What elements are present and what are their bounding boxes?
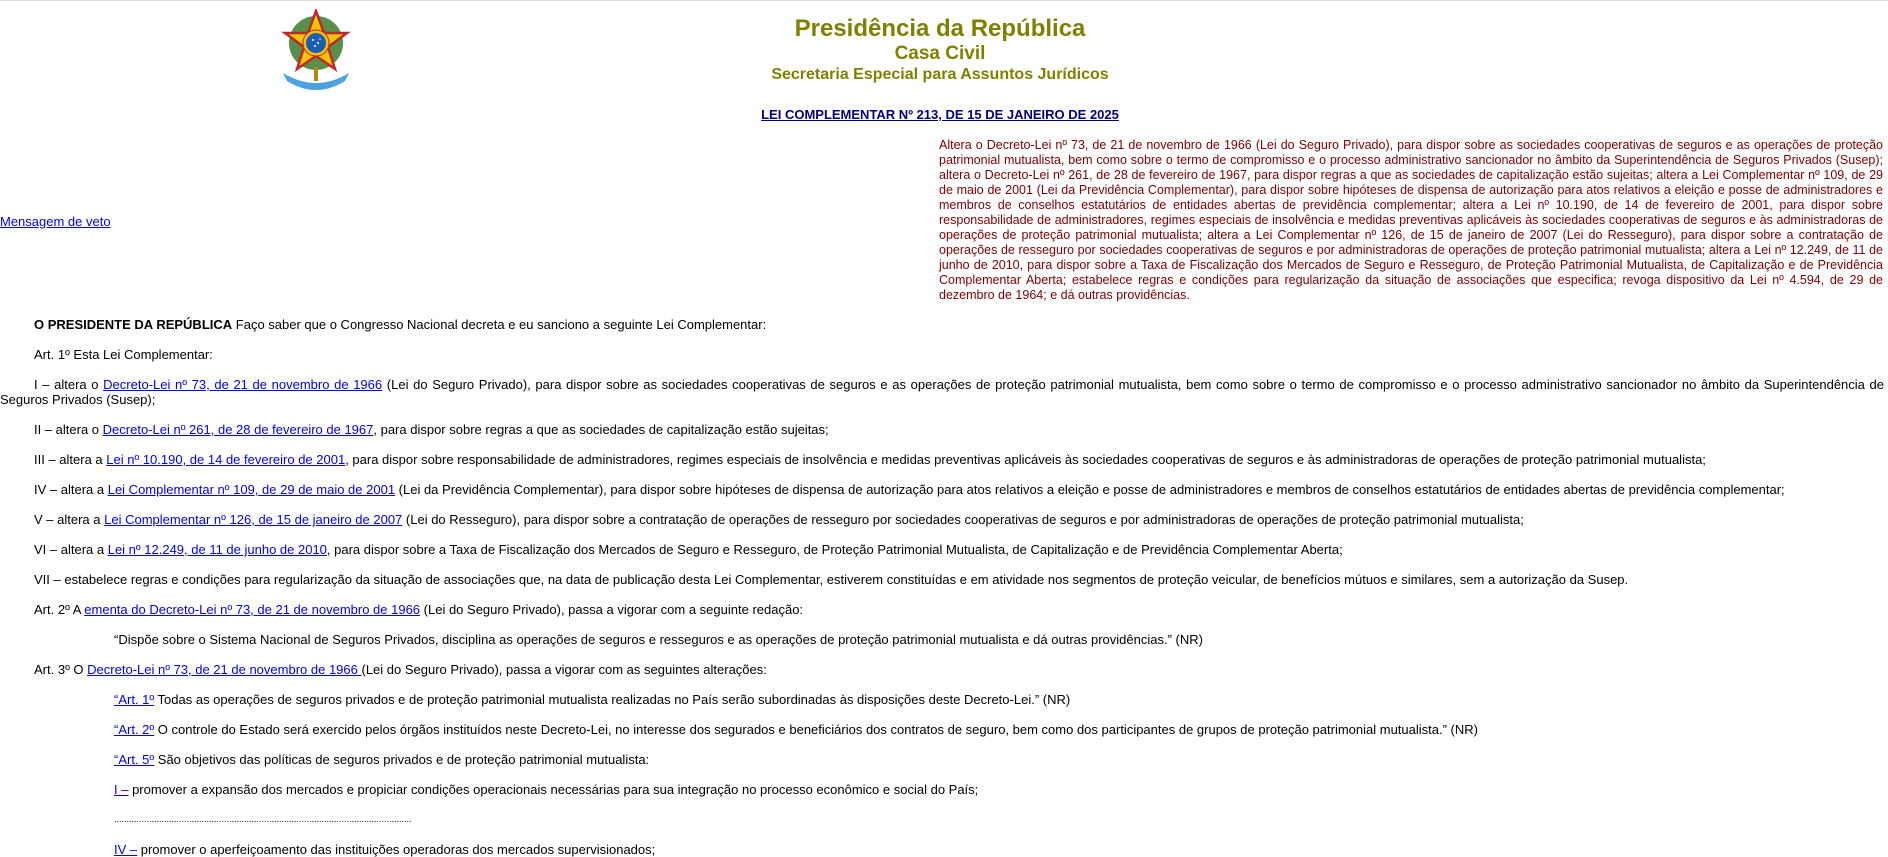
art2-suffix: (Lei do Seguro Privado), passa a vigorar com a seguinte redação: [420, 602, 804, 617]
law-title-link[interactable]: LEI COMPLEMENTAR Nº 213, DE 15 DE JANEIRO DE 2025 [761, 107, 1119, 122]
veto-container [0, 214, 111, 229]
header-subtitle: Casa Civil [894, 43, 986, 64]
law-body [0, 317, 1884, 857]
item-suffix: (Lei do Seguro Privado), para dispor sobre as sociedades cooperativas de seguros e as operações de proteção patrimonial mutualista, bem como sobre o termo de compromisso e o processo administrativo sancionador no âmbito da Superintendência de Seguros Privados (Susep); [0, 377, 1885, 407]
art1-heading: Art. 1º Esta Lei Complementar: [34, 347, 213, 362]
art1-item-iii [0, 452, 1884, 467]
header-titles [740, 15, 1140, 85]
preamble-bold: O PRESIDENTE DA REPÚBLICA [34, 317, 233, 332]
page-header [0, 1, 1888, 101]
header-title: Presidência da República [794, 15, 1086, 42]
preamble-text: Faço saber que o Congresso Nacional decreta e eu sanciono a seguinte Lei Complementar: [232, 317, 767, 332]
quote-link[interactable]: IV – [114, 842, 138, 857]
art3-prefix: Art. 3º O [34, 662, 88, 677]
item-prefix: VI – altera a [34, 542, 108, 557]
art3-suffix: (Lei do Seguro Privado), passa a vigorar com as seguintes alterações: [361, 662, 767, 677]
item-suffix: , para dispor sobre responsabilidade de administradores, regimes especiais de insolvência e medidas preventivas aplicáveis às sociedades cooperativas de seguros e às administradoras de operações de proteção patrimonial mutualista; [345, 452, 1706, 467]
preamble [0, 317, 1884, 332]
art1-item-i [0, 377, 1884, 407]
item-prefix: I – altera o [34, 377, 104, 392]
art3-quote-art2 [0, 722, 1884, 737]
item-suffix: (Lei da Previdência Complementar), para dispor sobre hipóteses de dispensa de autorização para atos relativos a eleição e posse de administradores e membros de conselhos estatutários de entidades abertas de previdência complementar; [395, 482, 1785, 497]
omitted-text-dots: ....................................................................................................................... [114, 814, 412, 824]
art3-heading [0, 662, 1884, 677]
art1-item-iv [0, 482, 1884, 497]
veto-message-link[interactable]: Mensagem de veto [0, 214, 111, 229]
art2-link[interactable]: ementa do Decreto-Lei nº 73, de 21 de novembro de 1966 [84, 602, 421, 617]
item-link[interactable]: Lei nº 10.190, de 14 de fevereiro de 2001 [106, 452, 346, 467]
quote-text: Todas as operações de seguros privados e de proteção patrimonial mutualista realizadas no País serão subordinadas às disposições deste Decreto-Lei.” (NR) [154, 692, 1071, 707]
item-suffix: (Lei do Resseguro), para dispor sobre a contratação de operações de resseguro por sociedades cooperativas de seguros e por administradoras de operações de proteção patrimonial mutualista; [402, 512, 1524, 527]
art2-quote: “Dispõe sobre o Sistema Nacional de Seguros Privados, disciplina as operações de seguros e resseguros e as operações de proteção patrimonial mutualista e dá outras providências.” (NR) [114, 632, 1203, 647]
item-suffix: , para dispor sobre regras a que as sociedades de capitalização estão sujeitas; [373, 422, 829, 437]
header-department: Secretaria Especial para Assuntos Jurídicos [771, 66, 1109, 83]
art1-item-ii [0, 422, 1884, 437]
art1-item-v [0, 512, 1884, 527]
art3-link[interactable]: Decreto-Lei nº 73, de 21 de novembro de 1966 [87, 662, 362, 677]
law-title [0, 107, 1880, 122]
item-link[interactable]: Lei nº 12.249, de 11 de junho de 2010 [107, 542, 327, 557]
item-prefix: IV – altera a [34, 482, 108, 497]
item-suffix: , para dispor sobre a Taxa de Fiscalização dos Mercados de Seguro e Resseguro, de Proteção Patrimonial Mutualista, de Capitalização e de Previdência Complementar Aberta; [326, 542, 1343, 557]
art3-quote-art5 [0, 752, 1884, 767]
item-link[interactable]: Decreto-Lei nº 73, de 21 de novembro de 1966 [103, 377, 383, 392]
art2-prefix: Art. 2º A [34, 602, 85, 617]
law-ementa: Altera o Decreto-Lei nº 73, de 21 de novembro de 1966 (Lei do Seguro Privado), para dispor sobre as sociedades cooperativas de seguros e as operações de proteção patrimonial mutualista, bem como sobre o termo de compromisso e o processo administrativo sancionador no âmbito da Superintendência de Seguros Privados (Susep); altera o Decreto-Lei nº 261, de 28 de fevereiro de 1967, para dispor regras a que as sociedades de capitalização estão sujeitas; altera a Lei Complementar nº 109, de 29 de maio de 2001 (Lei da Previdência Complementar), para dispor sobre hipóteses de dispensa de autorização para atos relativos a eleição e posse de administradores e membros de conselhos estatutários de entidades abertas de previdência complementar; altera a Lei nº 10.190, de 14 de fevereiro de 2001, para dispor sobre responsabilidade de administradores, regimes especiais de insolvência e medidas preventivas aplicáveis às sociedades cooperativas de seguros e às administradoras de operações de proteção patrimonial mutualista; altera a Lei Complementar nº 126, de 15 de janeiro de 2007 (Lei do Resseguro), para dispor sobre a contratação de operações de resseguro por sociedades cooperativas de seguros e por administradoras de operações de proteção patrimonial mutualista; altera a Lei nº 12.249, de 11 de junho de 2010, para dispor sobre a Taxa de Fiscalização dos Mercados de Seguro e Resseguro, de Proteção Patrimonial Mutualista, de Capitalização e de Previdência Complementar Aberta; estabelece regras e condições para regularização da situação de associações que especifica; revoga dispositivo da Lei nº 4.594, de 29 de dezembro de 1964; e dá outras providências. [939, 138, 1883, 302]
quote-text: São objetivos das políticas de seguros privados e de proteção patrimonial mutualista: [154, 752, 650, 767]
art1-item-vii: VII – estabelece regras e condições para regularização da situação de associações que, na data de publicação desta Lei Complementar, estiverem constituídas e em atividade nos segmentos de proteção veicular, de benefícios mútuos e similares, sem a autorização da Susep. [34, 572, 1629, 587]
item-prefix: II – altera o [34, 422, 103, 437]
quote-link[interactable]: “Art. 5º [114, 752, 155, 767]
quote-link[interactable]: “Art. 2º [114, 722, 155, 737]
quote-text: O controle do Estado será exercido pelos órgãos instituídos neste Decreto-Lei, no interesse dos segurados e beneficiários dos contratos de seguro, bem como dos participantes de grupos de proteção patrimonial mutualista.” (NR) [154, 722, 1478, 737]
quote-link[interactable]: I – [114, 782, 129, 797]
item-link[interactable]: Lei Complementar nº 109, de 29 de maio de 2001 [107, 482, 396, 497]
art1-item-vi [0, 542, 1884, 557]
item-link[interactable]: Lei Complementar nº 126, de 15 de janeiro de 2007 [104, 512, 403, 527]
quote-link[interactable]: “Art. 1º [114, 692, 155, 707]
art2-heading [0, 602, 1884, 617]
item-prefix: V – altera a [34, 512, 105, 527]
quote-text: promover a expansão dos mercados e propiciar condições operacionais necessárias para sua integração no processo econômico e social do País; [128, 782, 979, 797]
item-link[interactable]: Decreto-Lei nº 261, de 28 de fevereiro de 1967 [102, 422, 374, 437]
art3-quote-art1 [0, 692, 1884, 707]
art3-quote-art5-iv [0, 842, 1884, 857]
brazil-coat-of-arms-icon [279, 9, 353, 93]
item-prefix: III – altera a [34, 452, 107, 467]
art3-quote-art5-i [0, 782, 1884, 797]
quote-text: promover o aperfeiçoamento das instituições operadoras dos mercados supervisionados; [137, 842, 656, 857]
